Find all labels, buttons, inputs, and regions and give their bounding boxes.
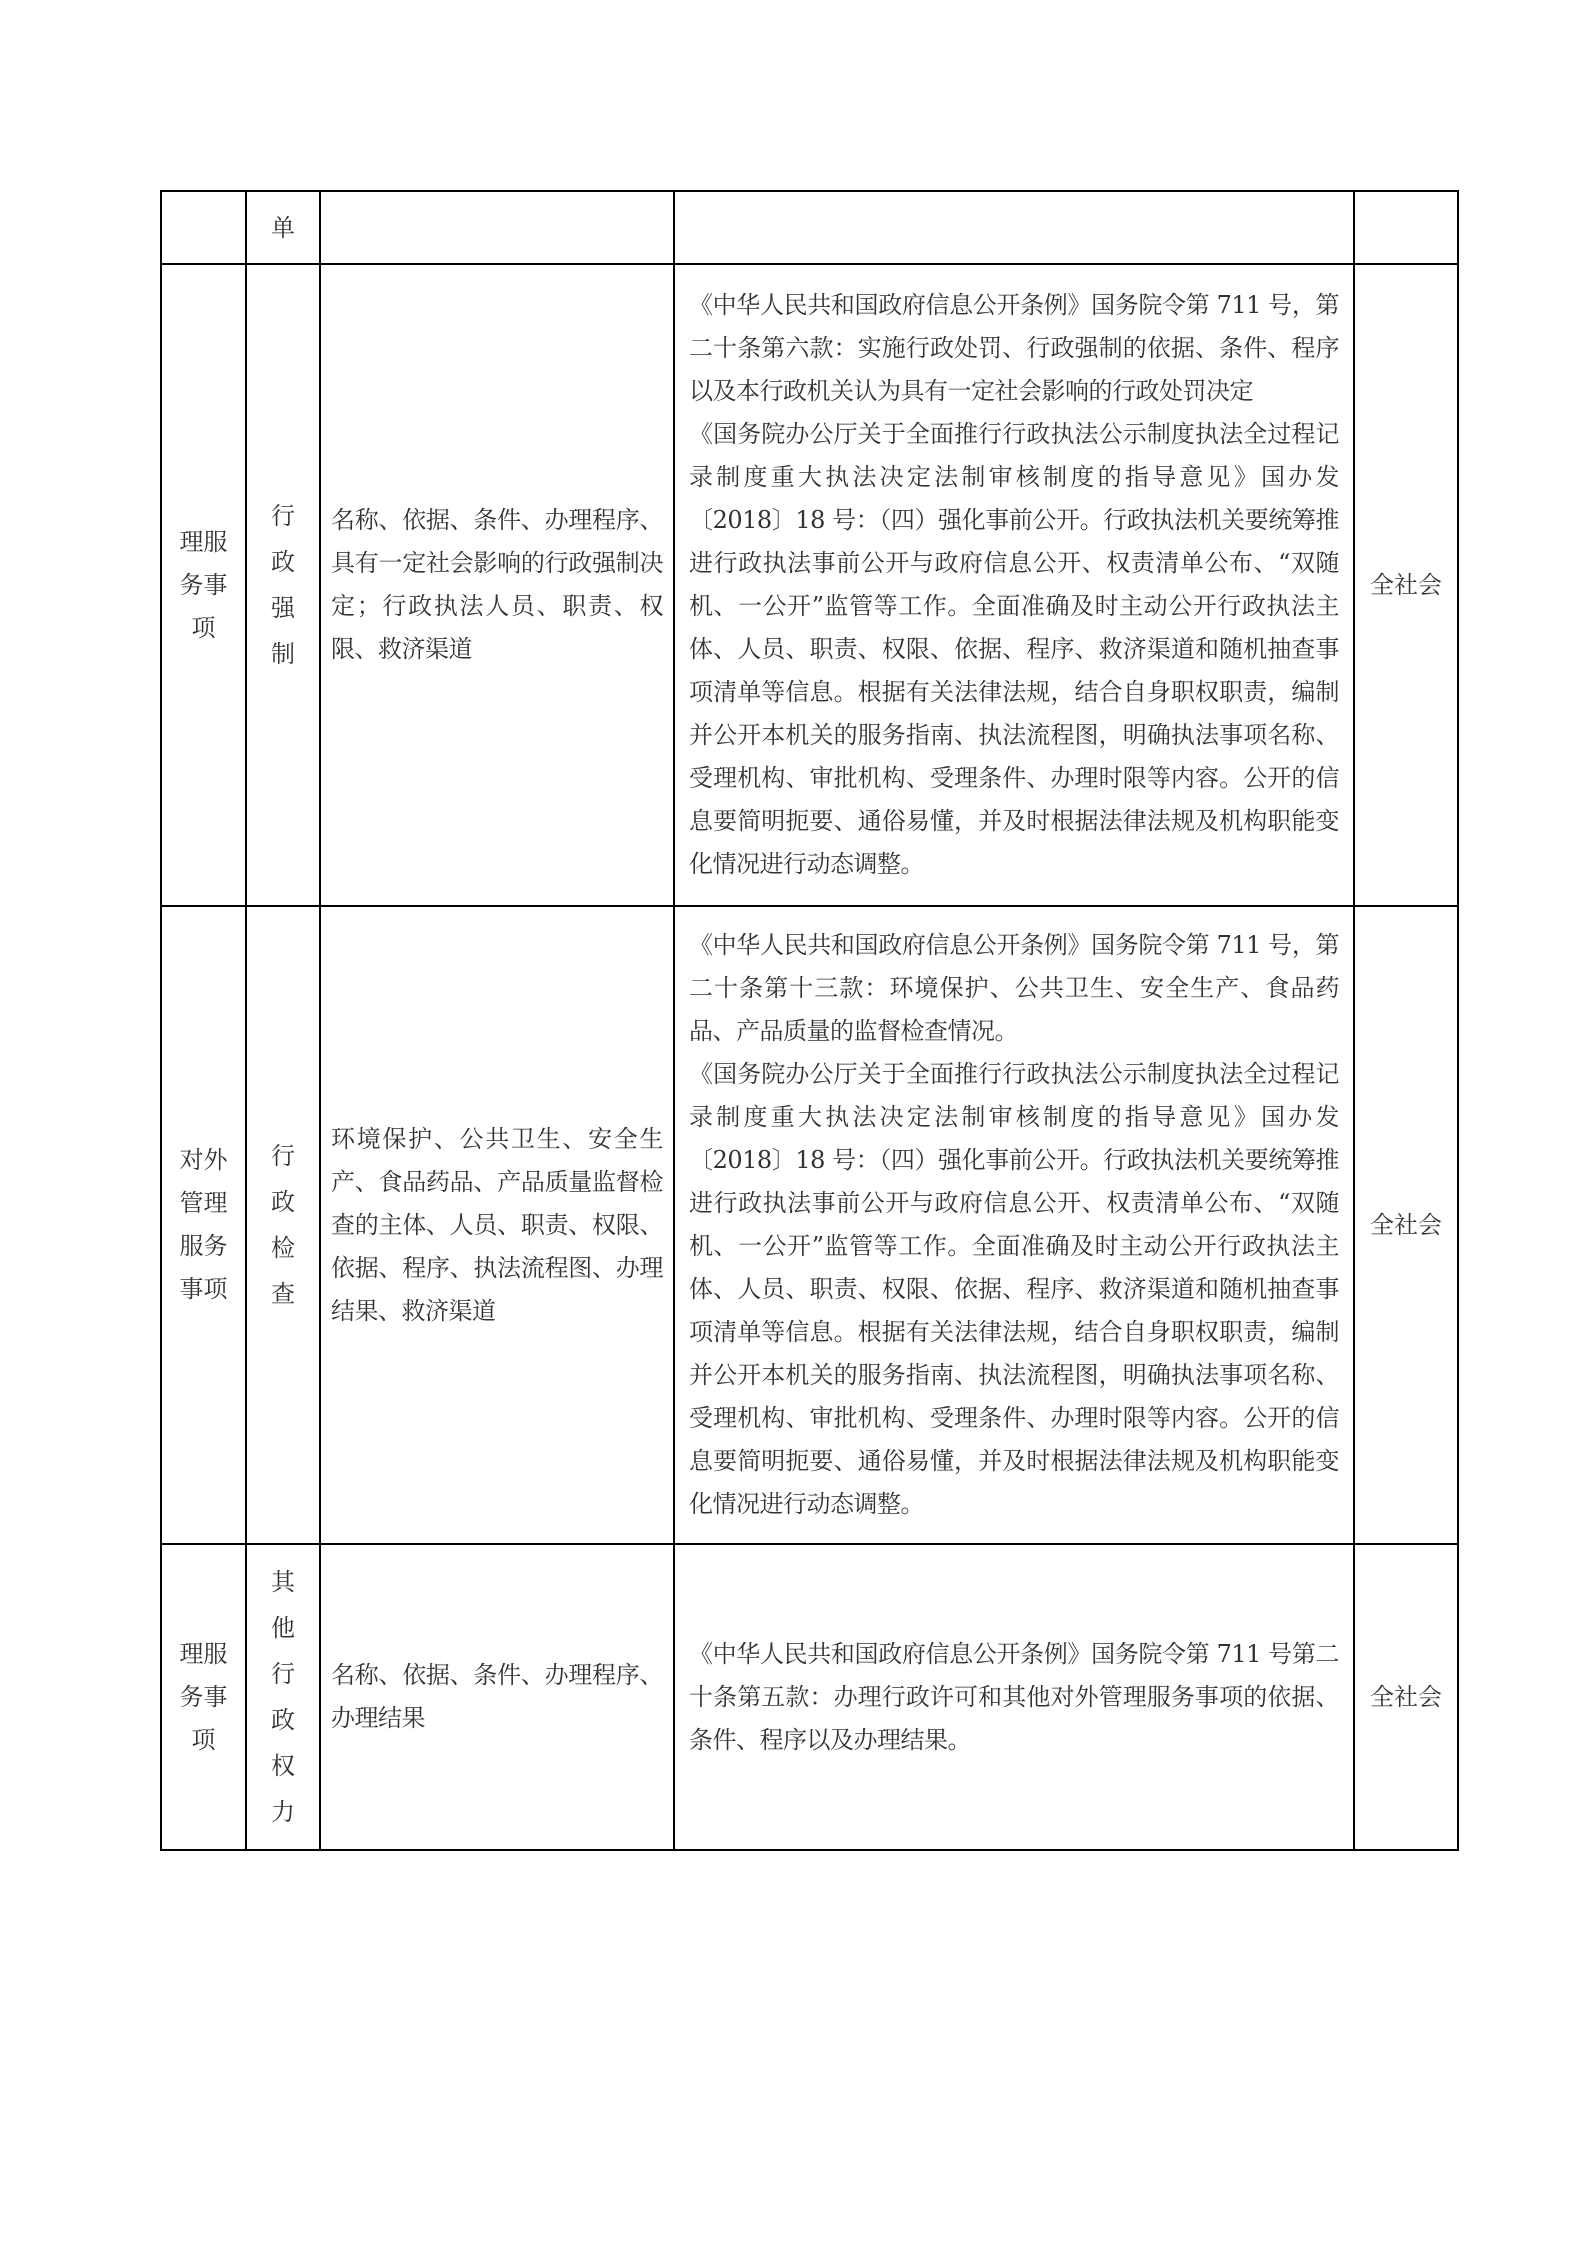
- table-row-administrative-inspection: [161, 906, 1458, 1544]
- cell-category: 对外管理服务事项: [161, 906, 246, 1544]
- cell-legal-basis: 《中华人民共和国政府信息公开条例》国务院令第 711 号，第二十条第十三款：环境保护、公共卫生、安全生产、食品药品、产品质量的监督检查情况。 《国务院办公厅关于全面推行行政执法公示制度执法全过程记录制度重大执法决定法制审核制度的指导意见》国办发〔2018〕18 号：（四）强化事前公开。行政执法机关要统筹推进行政执法事前公开与政府信息公开、权责清单公布、“双随机、一公开”监管等工作。全面准确及时主动公开行政执法主体、人员、职责、权限、依据、程序、救济渠道和随机抽查事项清单等信息。根据有关法律法规，结合自身职权职责，编制并公开本机关的服务指南、执法流程图，明确执法事项名称、受理机构、审批机构、受理条件、办理时限等内容。公开的信息要简明扼要、通俗易懂，并及时根据法律法规及机构职能变化情况进行动态调整。: [674, 906, 1354, 1544]
- cell-audience: 全社会: [1354, 906, 1458, 1544]
- cell-legal-basis: [674, 191, 1354, 264]
- cell-content-scope: [320, 191, 674, 264]
- cell-audience: [1354, 191, 1458, 264]
- table-row-continuation: [161, 191, 1458, 264]
- table-row-administrative-coercion: [161, 264, 1458, 906]
- info-disclosure-table: [160, 190, 1459, 1851]
- cell-category: 理服务事项: [161, 1544, 246, 1850]
- cell-content-scope: 名称、依据、条件、办理程序、具有一定社会影响的行政强制决定；行政执法人员、职责、权限、救济渠道: [320, 264, 674, 906]
- cell-item-name: 行政强制: [246, 264, 320, 906]
- cell-audience: 全社会: [1354, 1544, 1458, 1850]
- cell-item-name: 单: [246, 191, 320, 264]
- cell-legal-basis: 《中华人民共和国政府信息公开条例》国务院令第 711 号第二十条第五款：办理行政许可和其他对外管理服务事项的依据、条件、程序以及办理结果。: [674, 1544, 1354, 1850]
- cell-content-scope: 环境保护、公共卫生、安全生产、食品药品、产品质量监督检查的主体、人员、职责、权限、依据、程序、执法流程图、办理结果、救济渠道: [320, 906, 674, 1544]
- cell-item-name: 其他行政权力: [246, 1544, 320, 1850]
- cell-content-scope: 名称、依据、条件、办理程序、办理结果: [320, 1544, 674, 1850]
- cell-item-name: 行政检查: [246, 906, 320, 1544]
- table-row-other-administrative-power: [161, 1544, 1458, 1850]
- cell-category: 理服务事项: [161, 264, 246, 906]
- cell-legal-basis: 《中华人民共和国政府信息公开条例》国务院令第 711 号，第二十条第六款：实施行政处罚、行政强制的依据、条件、程序以及本行政机关认为具有一定社会影响的行政处罚决定 《国务院办公厅关于全面推行行政执法公示制度执法全过程记录制度重大执法决定法制审核制度的指导意见》国办发〔2018〕18 号：（四）强化事前公开。行政执法机关要统筹推进行政执法事前公开与政府信息公开、权责清单公布、“双随机、一公开”监管等工作。全面准确及时主动公开行政执法主体、人员、职责、权限、依据、程序、救济渠道和随机抽查事项清单等信息。根据有关法律法规，结合自身职权职责，编制并公开本机关的服务指南、执法流程图，明确执法事项名称、受理机构、审批机构、受理条件、办理时限等内容。公开的信息要简明扼要、通俗易懂，并及时根据法律法规及机构职能变化情况进行动态调整。: [674, 264, 1354, 906]
- cell-audience: 全社会: [1354, 264, 1458, 906]
- cell-category: [161, 191, 246, 264]
